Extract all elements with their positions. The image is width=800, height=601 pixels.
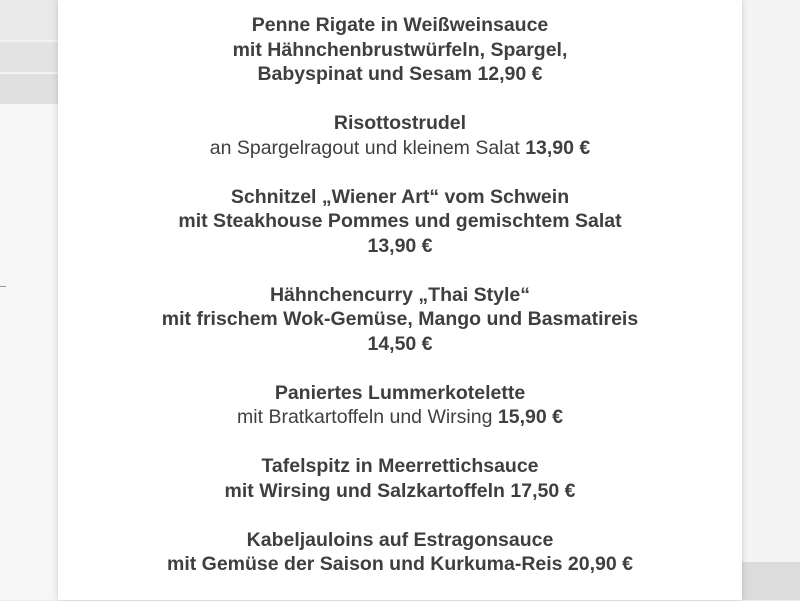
menu-item-tafelspitz xyxy=(58,454,742,503)
menu-item-price: 15,90 € xyxy=(497,406,563,428)
menu-item-line: 13,90 € xyxy=(367,234,433,257)
left-background-band xyxy=(0,0,58,40)
left-background-band xyxy=(0,74,58,104)
right-background-shade xyxy=(742,562,800,600)
menu-item-line: Babyspinat und Sesam 12,90 € xyxy=(257,63,543,85)
menu-item-line: mit Gemüse der Saison und Kurkuma-Reis 20,90 € xyxy=(167,553,633,575)
left-background-panel xyxy=(0,0,58,600)
menu-item-penne xyxy=(58,13,742,87)
menu-list xyxy=(58,13,742,601)
menu-item-desc-line xyxy=(58,405,742,430)
menu-item-description: mit Bratkartoffeln und Wirsing xyxy=(237,406,493,428)
left-background-band xyxy=(0,42,58,72)
menu-item-line: Penne Rigate in Weißweinsauce xyxy=(251,14,549,36)
menu-item-line: Hähnchencurry „Thai Style“ xyxy=(269,283,531,306)
right-background-panel xyxy=(742,0,800,600)
left-background-lower xyxy=(0,104,58,600)
menu-item-haehnchencurry xyxy=(58,283,742,357)
menu-item-kabeljauloins xyxy=(58,528,742,577)
menu-item-desc-line xyxy=(58,136,742,161)
menu-item-line: mit Steakhouse Pommes und gemischtem Salat xyxy=(178,210,622,232)
menu-item-price: 13,90 € xyxy=(525,136,591,159)
menu-item-line: mit Wirsing und Salzkartoffeln 17,50 € xyxy=(224,479,576,502)
menu-item-line: 14,50 € xyxy=(367,332,433,355)
menu-item-line: Tafelspitz in Meerrettichsauce xyxy=(261,455,539,477)
menu-item-schnitzel xyxy=(58,185,742,259)
menu-item-title: Risottostrudel xyxy=(333,112,467,134)
menu-item-risottostrudel xyxy=(58,111,742,160)
menu-item-description: an Spargelragout und kleinem Salat xyxy=(209,136,520,159)
menu-item-line: Schnitzel „Wiener Art“ vom Schwein xyxy=(230,185,570,208)
menu-item-line: Kabeljauloins auf Estragonsauce xyxy=(246,528,554,551)
menu-item-lummerkotelette xyxy=(58,381,742,430)
menu-item-title: Paniertes Lummerkotelette xyxy=(274,381,526,404)
menu-card xyxy=(58,0,742,600)
menu-item-line: mit frischem Wok-Gemüse, Mango und Basmatireis xyxy=(161,308,639,330)
left-background-dash xyxy=(0,286,6,287)
menu-item-line: mit Hähnchenbrustwürfeln, Spargel, xyxy=(232,38,568,61)
